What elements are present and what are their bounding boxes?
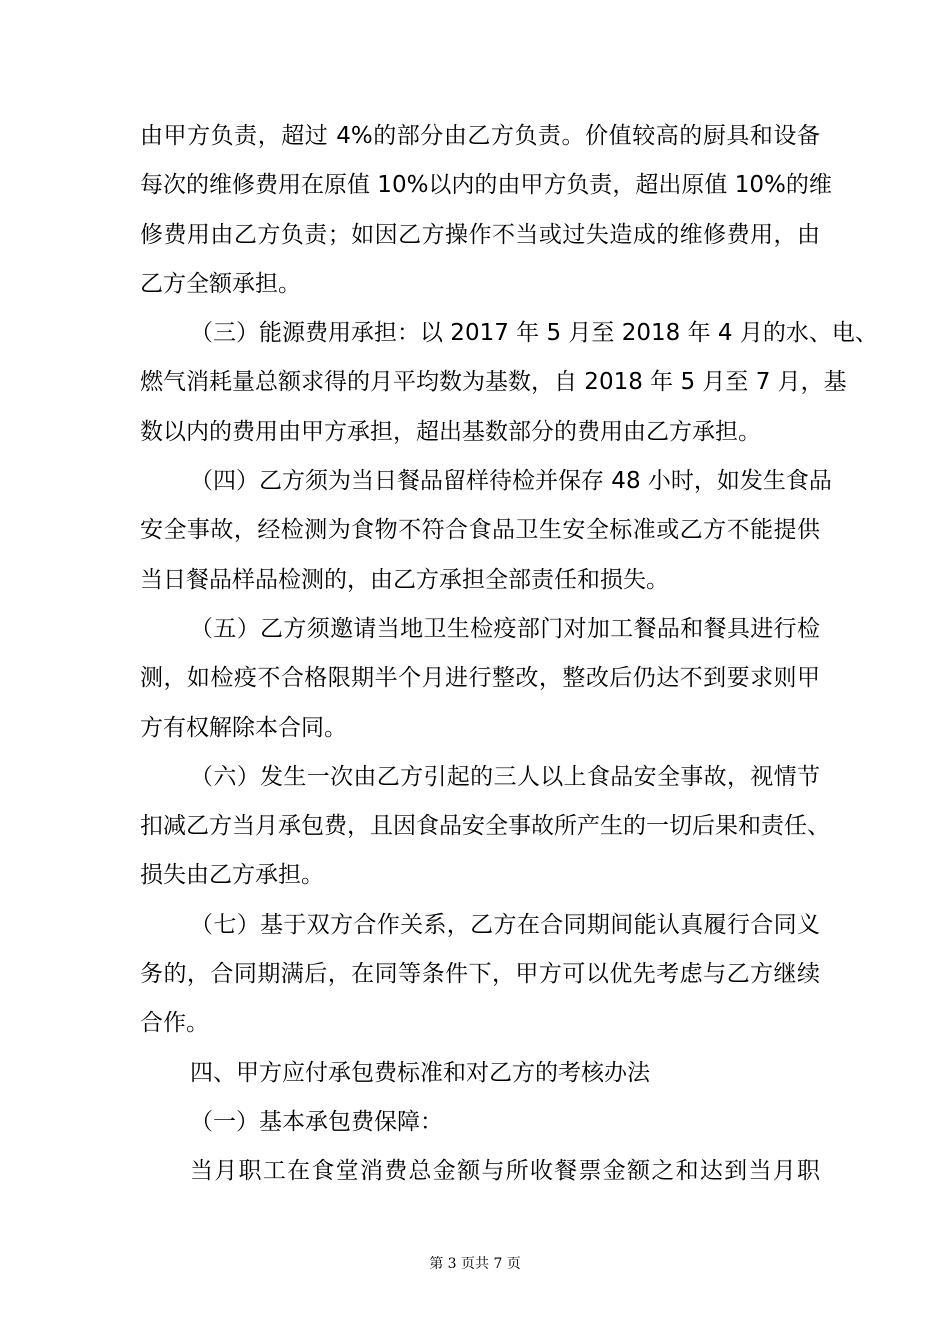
text-line: 乙方全额承担。 (140, 270, 301, 297)
section-heading: 四、甲方应付承包费标准和对乙方的考核办法 (190, 1059, 650, 1086)
text-line: （三）能源费用承担：以 2017 年 5 月至 2018 年 4 月的水、电、 (190, 320, 878, 347)
subsection-heading: （一）基本承包费保障： (190, 1108, 443, 1135)
text-line: （七）基于双方合作关系，乙方在合同期间能认真履行合同义 (190, 911, 820, 938)
text-line: 当日餐品样品检测的，由乙方承担全部责任和损失。 (140, 566, 669, 593)
text-line: 扣减乙方当月承包费，且因食品安全事故所产生的一切后果和责任、 (140, 813, 830, 840)
page-number-footer: 第 3 页共 7 页 (429, 1256, 521, 1272)
text-line: 方有权解除本合同。 (140, 714, 347, 741)
text-line: 测，如检疫不合格限期半个月进行整改，整改后仍达不到要求则甲 (140, 665, 820, 692)
text-line: （五）乙方须邀请当地卫生检疫部门对加工餐品和餐具进行检 (190, 615, 820, 642)
text-line: （四）乙方须为当日餐品留样待检并保存 48 小时，如发生食品 (190, 468, 832, 495)
text-line: （六）发生一次由乙方引起的三人以上食品安全事故，视情节 (190, 763, 820, 790)
text-line: 由甲方负责，超过 4%的部分由乙方负责。价值较高的厨具和设备 (140, 123, 820, 149)
text-line: 合作。 (140, 1010, 209, 1037)
text-line: 数以内的费用由甲方承担，超出基数部分的费用由乙方承担。 (140, 418, 761, 445)
text-line: 燃气消耗量总额求得的月平均数为基数，自 2018 年 5 月至 7 月，基 (140, 369, 847, 396)
text-line: 当月职工在食堂消费总金额与所收餐票金额之和达到当月职 (190, 1158, 820, 1185)
text-line: 务的，合同期满后，在同等条件下，甲方可以优先考虑与乙方继续 (140, 961, 820, 988)
text-line: 损失由乙方承担。 (140, 862, 324, 889)
text-line: 每次的维修费用在原值 10%以内的由甲方负责，超出原值 10%的维 (140, 172, 832, 199)
text-line: 修费用由乙方负责；如因乙方操作不当或过失造成的维修费用，由 (140, 221, 820, 248)
text-line: 安全事故，经检测为食物不符合食品卫生安全标准或乙方不能提供 (140, 517, 820, 544)
document-body (140, 116, 878, 1201)
